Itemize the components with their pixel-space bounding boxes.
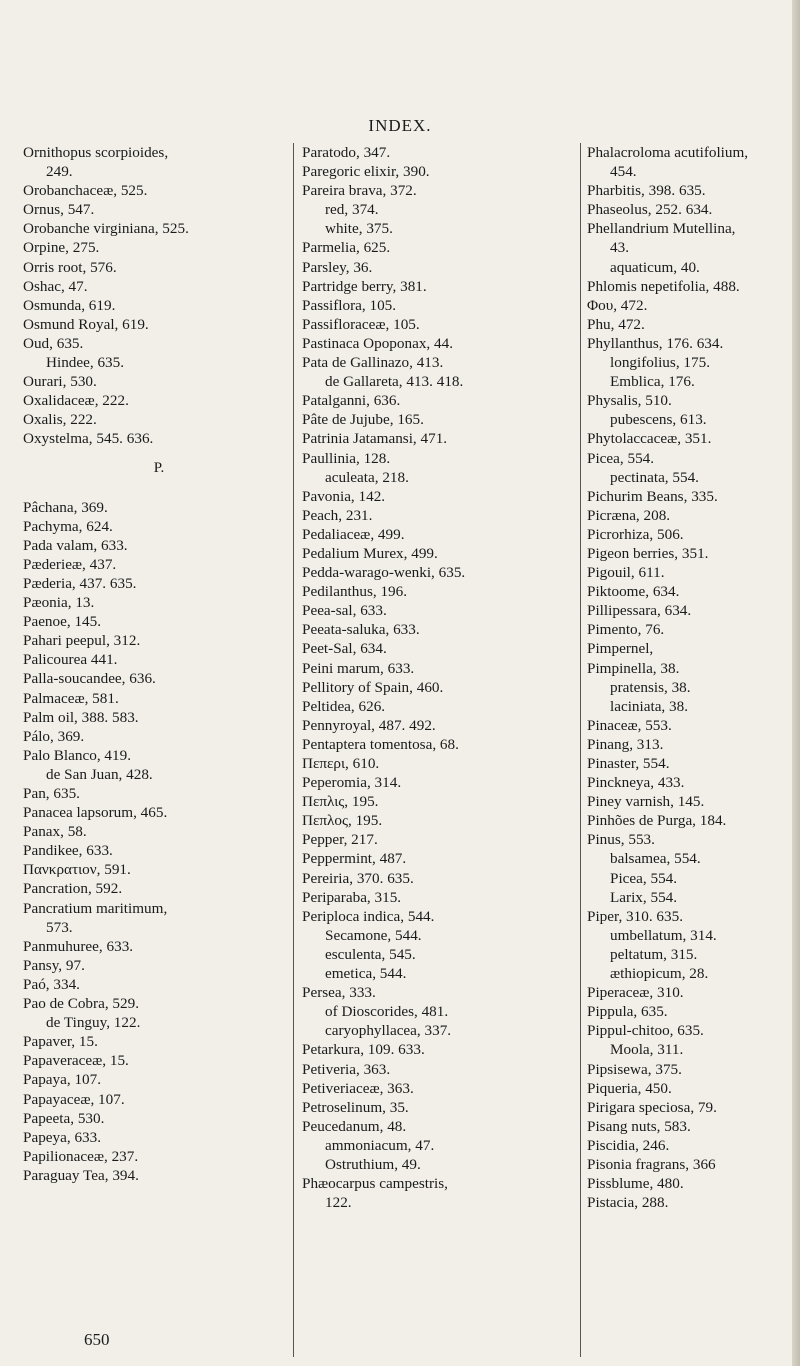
index-entry: Pigeon berries, 351. — [587, 544, 709, 562]
index-subentry: peltatum, 315. — [610, 945, 698, 963]
index-entry: Paó, 334. — [23, 975, 80, 993]
index-entry: Pâchana, 369. — [23, 498, 108, 516]
index-subentry: caryophyllacea, 337. — [325, 1022, 452, 1040]
index-entry: Oxalis, 222. — [23, 411, 97, 429]
index-entry: Pahari peepul, 312. — [23, 632, 141, 650]
index-subentry: de Tinguy, 122. — [46, 1014, 141, 1032]
index-entry: Pancratium maritimum, — [23, 899, 168, 917]
index-entry: 122. — [325, 1194, 352, 1212]
index-entry: Peltidea, 626. — [302, 697, 386, 715]
index-entry: Oxalidaceæ, 222. — [23, 392, 129, 410]
index-entry: Peini marum, 633. — [302, 659, 415, 677]
index-entry: Osmund Royal, 619. — [23, 315, 149, 333]
index-entry: Pistacia, 288. — [587, 1194, 669, 1212]
index-entry: Patalganni, 636. — [302, 392, 401, 410]
index-entry: Persea, 333. — [302, 984, 376, 1002]
index-entry: Pedaliaceæ, 499. — [302, 525, 405, 543]
index-entry: Pimpinella, 38. — [587, 659, 680, 677]
index-entry: Paenoe, 145. — [23, 613, 102, 631]
index-entry: Piper, 310. 635. — [587, 907, 683, 925]
index-subentry: Picea, 554. — [610, 869, 678, 887]
index-entry: Piperaceæ, 310. — [587, 984, 684, 1002]
index-entry: Phellandrium Mutellina, — [587, 220, 736, 238]
index-subentry: esculenta, 545. — [325, 945, 416, 963]
index-entry: Oxystelma, 545. 636. — [23, 430, 154, 448]
index-entry: Pedilanthus, 196. — [302, 583, 408, 601]
index-entry: 43. — [610, 239, 629, 257]
index-entry: Pinhões de Purga, 184. — [587, 812, 727, 830]
index-entry: Palicourea 441. — [23, 651, 118, 669]
index-entry: Peppermint, 487. — [302, 850, 407, 868]
index-subentry: red, 374. — [325, 201, 379, 219]
index-entry: Parsley, 36. — [302, 258, 373, 276]
index-entry: Phyllanthus, 176. 634. — [587, 334, 724, 352]
index-entry: Pirigara speciosa, 79. — [587, 1098, 717, 1116]
index-entry: Pavonia, 142. — [302, 487, 386, 505]
index-column-2 — [302, 143, 582, 1212]
index-subentry: Ostruthium, 49. — [325, 1155, 421, 1173]
index-entry: Pennyroyal, 487. 492. — [302, 716, 436, 734]
index-entry: Pæonia, 13. — [23, 594, 95, 612]
index-entry: Pâte de Jujube, 165. — [302, 411, 424, 429]
index-entry: Pæderieæ, 437. — [23, 555, 117, 573]
index-subentry: aquaticum, 40. — [610, 258, 700, 276]
index-subentry: aculeata, 218. — [325, 468, 409, 486]
index-subentry: de Gallareta, 413. 418. — [325, 373, 464, 391]
index-entry: Orobanche virginiana, 525. — [23, 220, 189, 238]
index-entry: Pharbitis, 398. 635. — [587, 182, 706, 200]
index-entry: Paullinia, 128. — [302, 449, 391, 467]
index-entry: Papaver, 15. — [23, 1033, 98, 1051]
column-rule-right — [580, 143, 581, 1357]
index-entry: Paraguay Tea, 394. — [23, 1166, 139, 1184]
index-entry: Petiveria, 363. — [302, 1060, 391, 1078]
index-entry: Ornus, 547. — [23, 201, 95, 219]
index-entry: Panmuhuree, 633. — [23, 937, 134, 955]
index-entry: Πεπλος, 195. — [302, 812, 383, 830]
index-entry: Pellitory of Spain, 460. — [302, 678, 444, 696]
index-entry: Pæderia, 437. 635. — [23, 574, 137, 592]
index-entry: Pálo, 369. — [23, 727, 85, 745]
running-header: INDEX. — [368, 116, 432, 135]
index-entry: Pata de Gallinazo, 413. — [302, 354, 444, 372]
index-entry: Ornithopus scorpioides, — [23, 144, 169, 161]
index-subentry: emetica, 544. — [325, 965, 407, 983]
index-entry: Pareira brava, 372. — [302, 182, 417, 200]
index-entry: Πανκρατιον, 591. — [23, 861, 131, 879]
index-entry: Pimento, 76. — [587, 621, 665, 639]
index-entry: Pisang nuts, 583. — [587, 1117, 691, 1135]
index-entry: Picrorhiza, 506. — [587, 525, 684, 543]
index-entry: Phaseolus, 252. 634. — [587, 201, 713, 219]
index-subentry: Larix, 554. — [610, 888, 678, 906]
index-entry: Petiveriaceæ, 363. — [302, 1079, 414, 1097]
index-entry: Picea, 554. — [587, 449, 655, 467]
index-entry: Piney varnish, 145. — [587, 793, 705, 811]
index-entry: Πεπερι, 610. — [302, 755, 380, 772]
index-entry: Pimpernel, — [587, 640, 654, 658]
index-entry: Orris root, 576. — [23, 258, 117, 276]
index-entry: Papayaceæ, 107. — [23, 1090, 125, 1108]
index-entry: Piktoome, 634. — [587, 583, 680, 601]
index-entry: Pillipessara, 634. — [587, 602, 692, 620]
index-entry: Palla-soucandee, 636. — [23, 670, 156, 688]
index-subentry: Secamone, 544. — [325, 926, 422, 944]
index-entry: Peet-Sal, 634. — [302, 640, 387, 658]
index-entry: Pepper, 217. — [302, 831, 378, 849]
index-entry: Picræna, 208. — [587, 506, 671, 524]
index-entry: Peea-sal, 633. — [302, 602, 387, 620]
index-subentry: pratensis, 38. — [610, 678, 691, 696]
index-entry: Pinaceæ, 553. — [587, 716, 672, 734]
index-entry: Pigouil, 611. — [587, 564, 665, 582]
index-subentry: white, 375. — [325, 220, 393, 238]
index-entry: Pinang, 313. — [587, 735, 664, 753]
index-entry: Pipsisewa, 375. — [587, 1060, 682, 1078]
index-entry: Patrinia Jatamansi, 471. — [302, 430, 448, 448]
index-entry: Pippul-chitoo, 635. — [587, 1022, 704, 1040]
index-entry: Peucedanum, 48. — [302, 1117, 407, 1135]
index-entry: Pichurim Beans, 335. — [587, 487, 718, 505]
index-subentry: Emblica, 176. — [610, 373, 695, 391]
index-entry: Pada valam, 633. — [23, 536, 128, 554]
index-entry: Passiflora, 105. — [302, 296, 397, 314]
index-entry: Paregoric elixir, 390. — [302, 163, 430, 181]
page-number: 650 — [84, 1330, 110, 1349]
index-entry: Pinckneya, 433. — [587, 774, 685, 792]
index-entry: Periparaba, 315. — [302, 888, 402, 906]
index-entry: Phlomis nepetifolia, 488. — [587, 277, 740, 295]
index-entry: Pancration, 592. — [23, 880, 123, 898]
index-subentry: of Dioscorides, 481. — [325, 1003, 449, 1021]
index-entry: Phæocarpus campestris, — [302, 1175, 448, 1193]
index-entry: Panax, 58. — [23, 823, 87, 841]
index-entry: Pachyma, 624. — [23, 517, 113, 535]
index-entry: Pinus, 553. — [587, 831, 655, 849]
index-subentry: Moola, 311. — [610, 1041, 684, 1059]
index-subentry: pectinata, 554. — [610, 468, 699, 486]
index-subentry: de San Juan, 428. — [46, 765, 153, 783]
index-subentry: laciniata, 38. — [610, 697, 689, 715]
index-entry: Panacea lapsorum, 465. — [23, 804, 168, 822]
index-entry: Partridge berry, 381. — [302, 277, 427, 295]
index-entry: 454. — [610, 163, 637, 181]
index-subentry: ammoniacum, 47. — [325, 1136, 435, 1154]
column-rule-left — [293, 143, 294, 1357]
index-entry: Piqueria, 450. — [587, 1079, 672, 1097]
index-entry: Orpine, 275. — [23, 239, 100, 257]
section-letter: P. — [153, 459, 165, 476]
index-column-3 — [587, 143, 790, 1212]
index-entry: Petarkura, 109. 633. — [302, 1041, 425, 1059]
index-entry: Osmunda, 619. — [23, 296, 116, 314]
index-entry: Peach, 231. — [302, 506, 373, 524]
index-entry: Pao de Cobra, 529. — [23, 995, 139, 1013]
index-entry: Palo Blanco, 419. — [23, 746, 131, 764]
index-entry: Peperomia, 314. — [302, 774, 402, 792]
index-entry: Physalis, 510. — [587, 392, 672, 410]
index-entry: Parmelia, 625. — [302, 239, 391, 257]
index-entry: Piscidia, 246. — [587, 1136, 670, 1154]
index-entry: Ourari, 530. — [23, 373, 97, 391]
index-entry: Oud, 635. — [23, 334, 84, 352]
index-entry: Pissblume, 480. — [587, 1175, 684, 1193]
index-entry: Papilionaceæ, 237. — [23, 1147, 139, 1165]
index-column-1 — [23, 143, 295, 1185]
index-entry: Πεπλις, 195. — [302, 793, 379, 811]
index-entry: Pentaptera tomentosa, 68. — [302, 735, 459, 753]
index-entry: Phytolaccaceæ, 351. — [587, 430, 712, 448]
index-entry: Pandikee, 633. — [23, 842, 113, 860]
index-subentry: æthiopicum, 28. — [610, 965, 709, 983]
index-subentry: balsamea, 554. — [610, 850, 701, 868]
index-entry: Pansy, 97. — [23, 956, 85, 974]
index-subentry: pubescens, 613. — [610, 411, 707, 429]
index-entry: Palm oil, 388. 583. — [23, 708, 139, 726]
index-entry: Papeya, 633. — [23, 1128, 102, 1146]
index-entry: Pedda-warago-wenki, 635. — [302, 564, 466, 582]
index-entry: Paratodo, 347. — [302, 144, 391, 161]
index-entry: Petroselinum, 35. — [302, 1098, 409, 1116]
index-subentry: longifolius, 175. — [610, 354, 710, 372]
index-entry: Periploca indica, 544. — [302, 907, 435, 925]
index-subentry: umbellatum, 314. — [610, 926, 717, 944]
index-entry: Palmaceæ, 581. — [23, 689, 119, 707]
index-entry: Phu, 472. — [587, 315, 645, 333]
index-entry: Papeeta, 530. — [23, 1109, 105, 1127]
index-entry: Pan, 635. — [23, 785, 80, 802]
index-entry: Φου, 472. — [587, 296, 648, 314]
index-entry: 249. — [46, 163, 73, 181]
index-entry: Papaya, 107. — [23, 1071, 102, 1089]
index-entry: Pinaster, 554. — [587, 755, 670, 772]
index-entry: Pereiria, 370. 635. — [302, 869, 414, 887]
index-entry: 573. — [46, 918, 73, 936]
index-entry: Pisonia fragrans, 366 — [587, 1155, 716, 1173]
index-entry: Pedalium Murex, 499. — [302, 544, 438, 562]
index-entry: Pastinaca Opoponax, 44. — [302, 334, 453, 352]
index-entry: Passifloraceæ, 105. — [302, 315, 420, 333]
index-entry: Orobanchaceæ, 525. — [23, 182, 148, 200]
index-entry: Papaveraceæ, 15. — [23, 1052, 129, 1070]
index-entry: Pippula, 635. — [587, 1003, 668, 1021]
index-entry: Oshac, 47. — [23, 277, 88, 295]
index-subentry: Hindee, 635. — [46, 354, 125, 372]
index-entry: Phalacroloma acutifolium, — [587, 144, 749, 161]
page-edge — [792, 0, 800, 1366]
index-entry: Peeata-saluka, 633. — [302, 621, 420, 639]
